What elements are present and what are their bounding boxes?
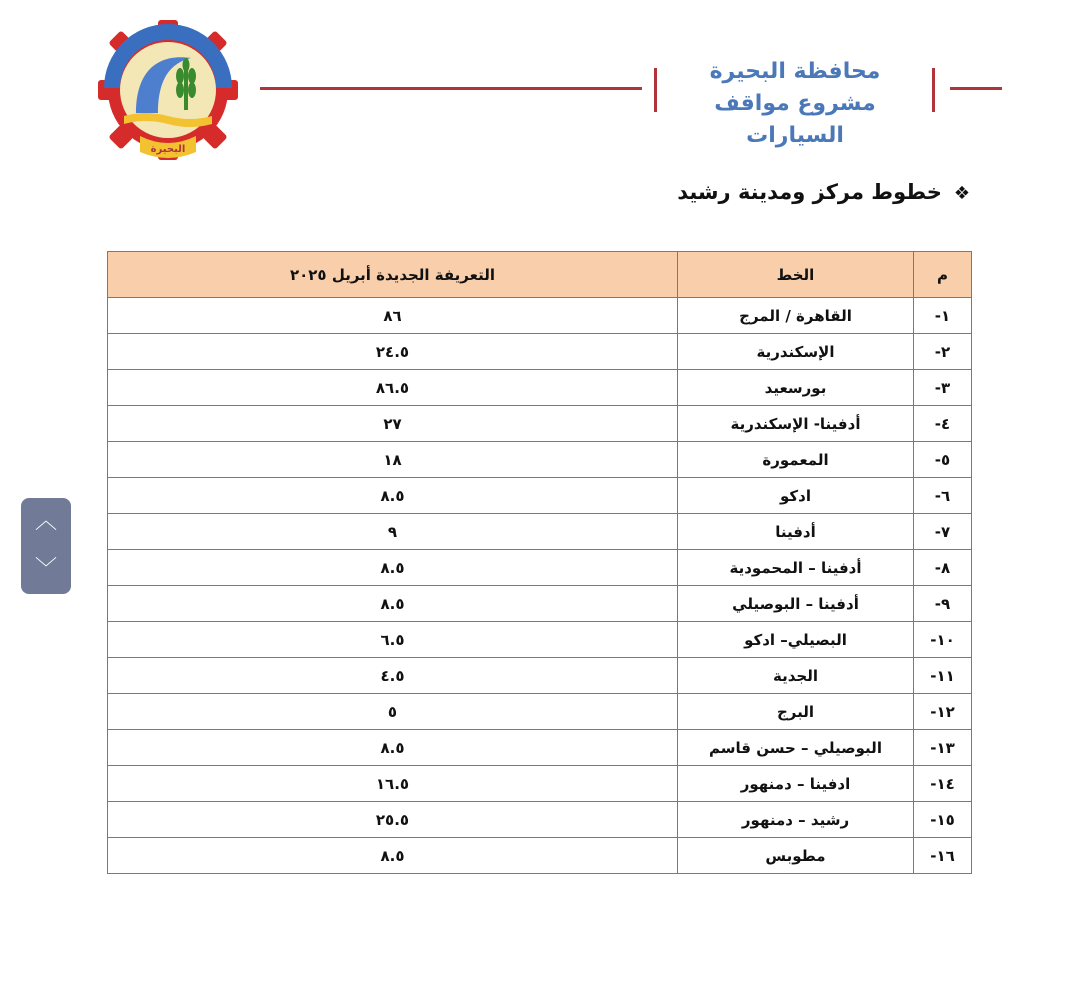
- row-index: ١١-: [914, 658, 972, 694]
- row-fare: ٢٧: [108, 406, 678, 442]
- row-index: ٥-: [914, 442, 972, 478]
- section-title-text: خطوط مركز ومدينة رشيد: [677, 180, 942, 204]
- governorate-name: محافظة البحيرة: [709, 59, 881, 84]
- table-row: [108, 802, 972, 838]
- header-bar-left: [654, 68, 657, 112]
- row-index: ٨-: [914, 550, 972, 586]
- row-line: أدفينا: [678, 514, 914, 550]
- fares-table: [107, 251, 972, 874]
- table-row: [108, 406, 972, 442]
- row-index: ٤-: [914, 406, 972, 442]
- table-row: [108, 838, 972, 874]
- section-title: [600, 180, 970, 204]
- row-fare: ١٦.٥: [108, 766, 678, 802]
- table-row: [108, 550, 972, 586]
- row-index: ٦-: [914, 478, 972, 514]
- table-row: [108, 730, 972, 766]
- row-index: ٣-: [914, 370, 972, 406]
- row-line: البصيلي– ادكو: [678, 622, 914, 658]
- row-line: أدفينا – البوصيلي: [678, 586, 914, 622]
- row-fare: ٨٦.٥: [108, 370, 678, 406]
- row-line: البرج: [678, 694, 914, 730]
- row-fare: ٢٥.٥: [108, 802, 678, 838]
- row-line: ادكو: [678, 478, 914, 514]
- table-row: [108, 766, 972, 802]
- row-line: رشيد – دمنهور: [678, 802, 914, 838]
- row-fare: ٨.٥: [108, 730, 678, 766]
- row-index: ١٢-: [914, 694, 972, 730]
- row-line: ادفينا – دمنهور: [678, 766, 914, 802]
- row-line: القاهرة / المرج: [678, 298, 914, 334]
- table-row: [108, 514, 972, 550]
- table-row: [108, 658, 972, 694]
- governorate-logo: [96, 18, 241, 163]
- row-index: ١-: [914, 298, 972, 334]
- table-row: [108, 298, 972, 334]
- row-index: ٧-: [914, 514, 972, 550]
- page-scroll-control: [21, 498, 71, 594]
- row-line: المعمورة: [678, 442, 914, 478]
- row-index: ١٤-: [914, 766, 972, 802]
- row-fare: ١٨: [108, 442, 678, 478]
- row-index: ١٦-: [914, 838, 972, 874]
- row-line: البوصيلي – حسن قاسم: [678, 730, 914, 766]
- header-fare: التعريفة الجديدة أبريل ٢٠٢٥: [108, 252, 678, 298]
- table-row: [108, 694, 972, 730]
- row-index: ٢-: [914, 334, 972, 370]
- table-row: [108, 442, 972, 478]
- row-line: بورسعيد: [678, 370, 914, 406]
- row-fare: ٥: [108, 694, 678, 730]
- row-fare: ٤.٥: [108, 658, 678, 694]
- project-name: مشروع مواقف السيارات: [714, 91, 876, 148]
- row-line: الجدية: [678, 658, 914, 694]
- row-fare: ٨.٥: [108, 838, 678, 874]
- row-line: أدفينا – المحمودية: [678, 550, 914, 586]
- row-fare: ٨٦: [108, 298, 678, 334]
- chevron-up-icon[interactable]: ︿: [34, 509, 57, 534]
- header-index: م: [914, 252, 972, 298]
- table-header-row: [108, 252, 972, 298]
- table-row: [108, 370, 972, 406]
- row-line: الإسكندرية: [678, 334, 914, 370]
- chevron-down-icon[interactable]: ﹀: [34, 557, 57, 582]
- row-line: مطوبس: [678, 838, 914, 874]
- row-fare: ٢٤.٥: [108, 334, 678, 370]
- header-divider-line-right: [950, 87, 1002, 90]
- row-index: ١٥-: [914, 802, 972, 838]
- header-title-block: [664, 56, 926, 152]
- table-row: [108, 334, 972, 370]
- header-bar-right: [932, 68, 935, 112]
- table-row: [108, 478, 972, 514]
- logo-label: البحيرة: [150, 144, 186, 155]
- table-row: [108, 622, 972, 658]
- row-line: أدفينا- الإسكندرية: [678, 406, 914, 442]
- row-index: ١٣-: [914, 730, 972, 766]
- table-row: [108, 586, 972, 622]
- row-fare: ٨.٥: [108, 478, 678, 514]
- row-index: ٩-: [914, 586, 972, 622]
- row-fare: ٩: [108, 514, 678, 550]
- diamond-bullet-icon: ❖: [953, 183, 970, 204]
- row-fare: ٦.٥: [108, 622, 678, 658]
- row-fare: ٨.٥: [108, 586, 678, 622]
- row-index: ١٠-: [914, 622, 972, 658]
- header-line: الخط: [678, 252, 914, 298]
- header-divider-line: [260, 87, 642, 90]
- row-fare: ٨.٥: [108, 550, 678, 586]
